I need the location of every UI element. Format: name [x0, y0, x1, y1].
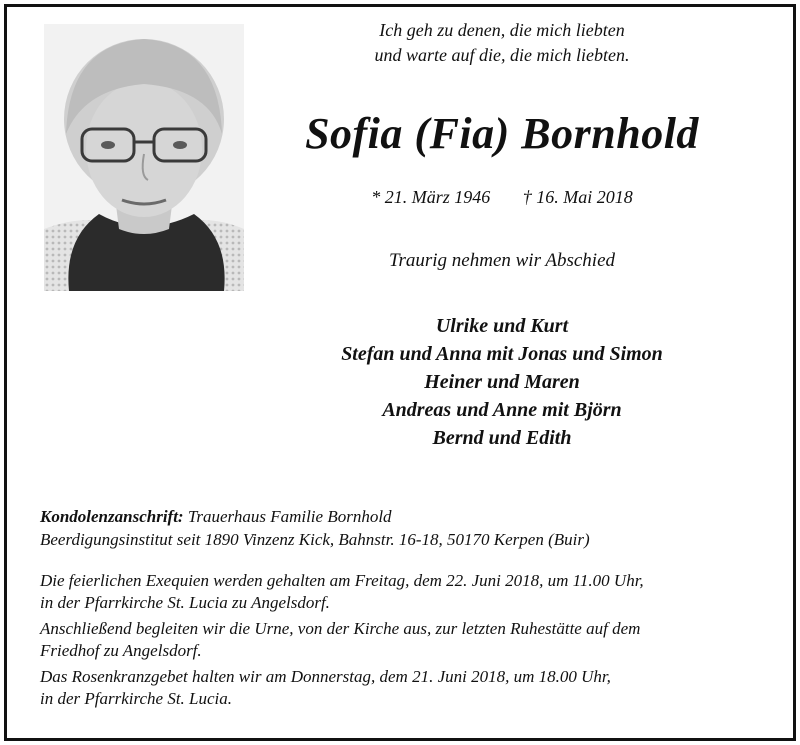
- poem-line: und warte auf die, die mich liebten.: [374, 45, 630, 65]
- portrait-illustration: [44, 24, 244, 291]
- info-line: in der Pfarrkirche St. Lucia.: [40, 689, 233, 708]
- farewell-text: Traurig nehmen wir Abschied: [388, 250, 616, 271]
- death-date: † 16. Mai 2018: [522, 187, 633, 207]
- family-member: Bernd und Edith: [432, 427, 572, 449]
- family-list: [252, 312, 752, 452]
- deceased-name: Sofia (Fia) Bornhold: [305, 109, 699, 158]
- poem-line: Ich geh zu denen, die mich liebten: [379, 20, 625, 40]
- condolence-recipient: Trauerhaus Familie Bornhold: [187, 507, 392, 526]
- info-paragraph: [40, 570, 770, 614]
- info-line: Anschließend begleiten wir die Urne, von der Kirche aus, zur letzten Ruhestätte auf dem: [40, 619, 641, 638]
- info-line: Die feierlichen Exequien werden gehalten am Freitag, dem 22. Juni 2018, um 11.00 Uhr,: [40, 571, 644, 590]
- birth-date: * 21. März 1946: [371, 187, 491, 207]
- info-line: Friedhof zu Angelsdorf.: [40, 641, 202, 660]
- condolence-address: [40, 505, 760, 551]
- service-info: [40, 570, 770, 714]
- poem: [302, 18, 702, 68]
- family-member: Stefan und Anna mit Jonas und Simon: [341, 343, 663, 365]
- info-line: Das Rosenkranzgebet halten wir am Donnerstag, dem 21. Juni 2018, um 18.00 Uhr,: [40, 667, 611, 686]
- portrait-photo: [44, 24, 244, 291]
- info-line: in der Pfarrkirche St. Lucia zu Angelsdorf.: [40, 593, 330, 612]
- info-paragraph: [40, 666, 770, 710]
- family-member: Heiner und Maren: [424, 371, 580, 393]
- undertaker-info: Beerdigungsinstitut seit 1890 Vinzenz Kick, Bahnstr. 16-18, 50170 Kerpen (Buir): [40, 530, 590, 549]
- life-dates: [302, 185, 702, 209]
- family-member: Andreas und Anne mit Björn: [382, 399, 622, 421]
- info-paragraph: [40, 618, 770, 662]
- family-member: Ulrike und Kurt: [435, 315, 569, 337]
- condolence-label: Kondolenzanschrift:: [40, 507, 184, 526]
